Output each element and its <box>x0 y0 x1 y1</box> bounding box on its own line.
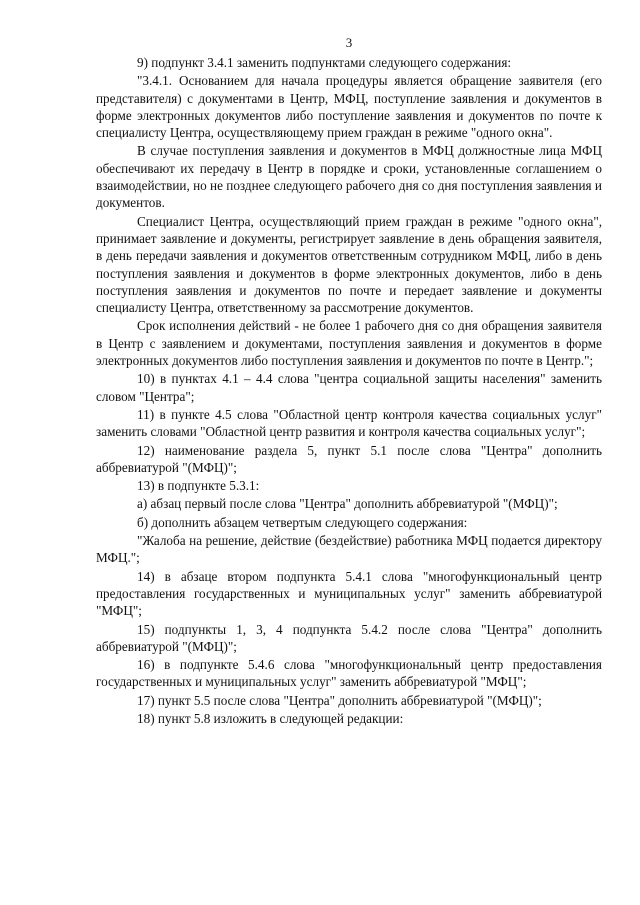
paragraph-item-10: 10) в пунктах 4.1 – 4.4 слова "центра социальной защиты населения" заменить словом "Центра"; <box>96 371 602 404</box>
paragraph-item-18: 18) пункт 5.8 изложить в следующей редакции: <box>137 710 404 726</box>
paragraph-item-15: 15) подпункты 1, 3, 4 подпункта 5.4.2 после слова "Центра" дополнить аббревиатурой "(МФЦ)"; <box>96 621 602 654</box>
paragraph-item-12: 12) наименование раздела 5, пункт 5.1 после слова "Центра" дополнить аббревиатурой "(МФЦ)"; <box>96 442 602 475</box>
paragraph-item-13a: а) абзац первый после слова "Центра" дополнить аббревиатурой "(МФЦ)"; <box>137 496 558 512</box>
paragraph-complaint: "Жалоба на решение, действие (бездействие) работника МФЦ подается директору МФЦ."; <box>96 533 602 566</box>
paragraph-3-4-1: "3.4.1. Основанием для начала процедуры является обращение заявителя (его представителя) с документами в Центр, МФЦ, поступление заявления и документов в форме электронных документов либо поступление заявления и документов по почте к специалисту Центра, осуществляющему прием граждан в режиме "одного окна". <box>96 73 602 141</box>
paragraph-item-16: 16) в подпункте 5.4.6 слова "многофункциональный центр предоставления государственных и муниципальных услуг" заменить аббревиатурой "МФЦ"; <box>96 657 602 690</box>
page-number: 3 <box>345 35 353 50</box>
paragraph-mfc-transfer: В случае поступления заявления и документов в МФЦ должностные лица МФЦ обеспечивают их передачу в Центр в порядке и сроки, установленные соглашением о взаимодействии, но не позднее следующего рабочего дня со дня поступления заявления и документов. <box>96 143 602 211</box>
paragraph-specialist: Специалист Центра, осуществляющий прием граждан в режиме "одного окна", принимает заявление и документы, регистрирует заявление в день обращения заявителя, в день передачи заявления и документов ответственным сотрудником МФЦ, либо в день поступления заявления и документов в форме электронных документов, либо в день поступления заявления и документов по почте и передает заявление и документы специалисту Центра, ответственному за рассмотрение документов. <box>96 213 602 316</box>
paragraph-item-13b: б) дополнить абзацем четвертым следующего содержания: <box>137 514 468 530</box>
paragraph-item-14: 14) в абзаце втором подпункта 5.4.1 слова "многофункциональный центр предоставления государственных и муниципальных услуг" заменить аббревиатурой "МФЦ"; <box>96 568 602 619</box>
paragraph-deadline: Срок исполнения действий - не более 1 рабочего дня со дня обращения заявителя в Центр с заявлением и документами, поступления заявления и документов в форме электронных документов либо поступления заявления и документов по почте в Центр."; <box>96 318 602 369</box>
paragraph-item-17: 17) пункт 5.5 после слова "Центра" дополнить аббревиатурой "(МФЦ)"; <box>137 692 542 708</box>
paragraph-item-13: 13) в подпункте 5.3.1: <box>137 478 260 494</box>
paragraph-item-11: 11) в пункте 4.5 слова "Областной центр контроля качества социальных услуг" заменить словами "Областной центр развития и контроля качества социальных услуг"; <box>96 406 602 440</box>
paragraph-item-9: 9) подпункт 3.4.1 заменить подпунктами следующего содержания: <box>137 55 512 70</box>
